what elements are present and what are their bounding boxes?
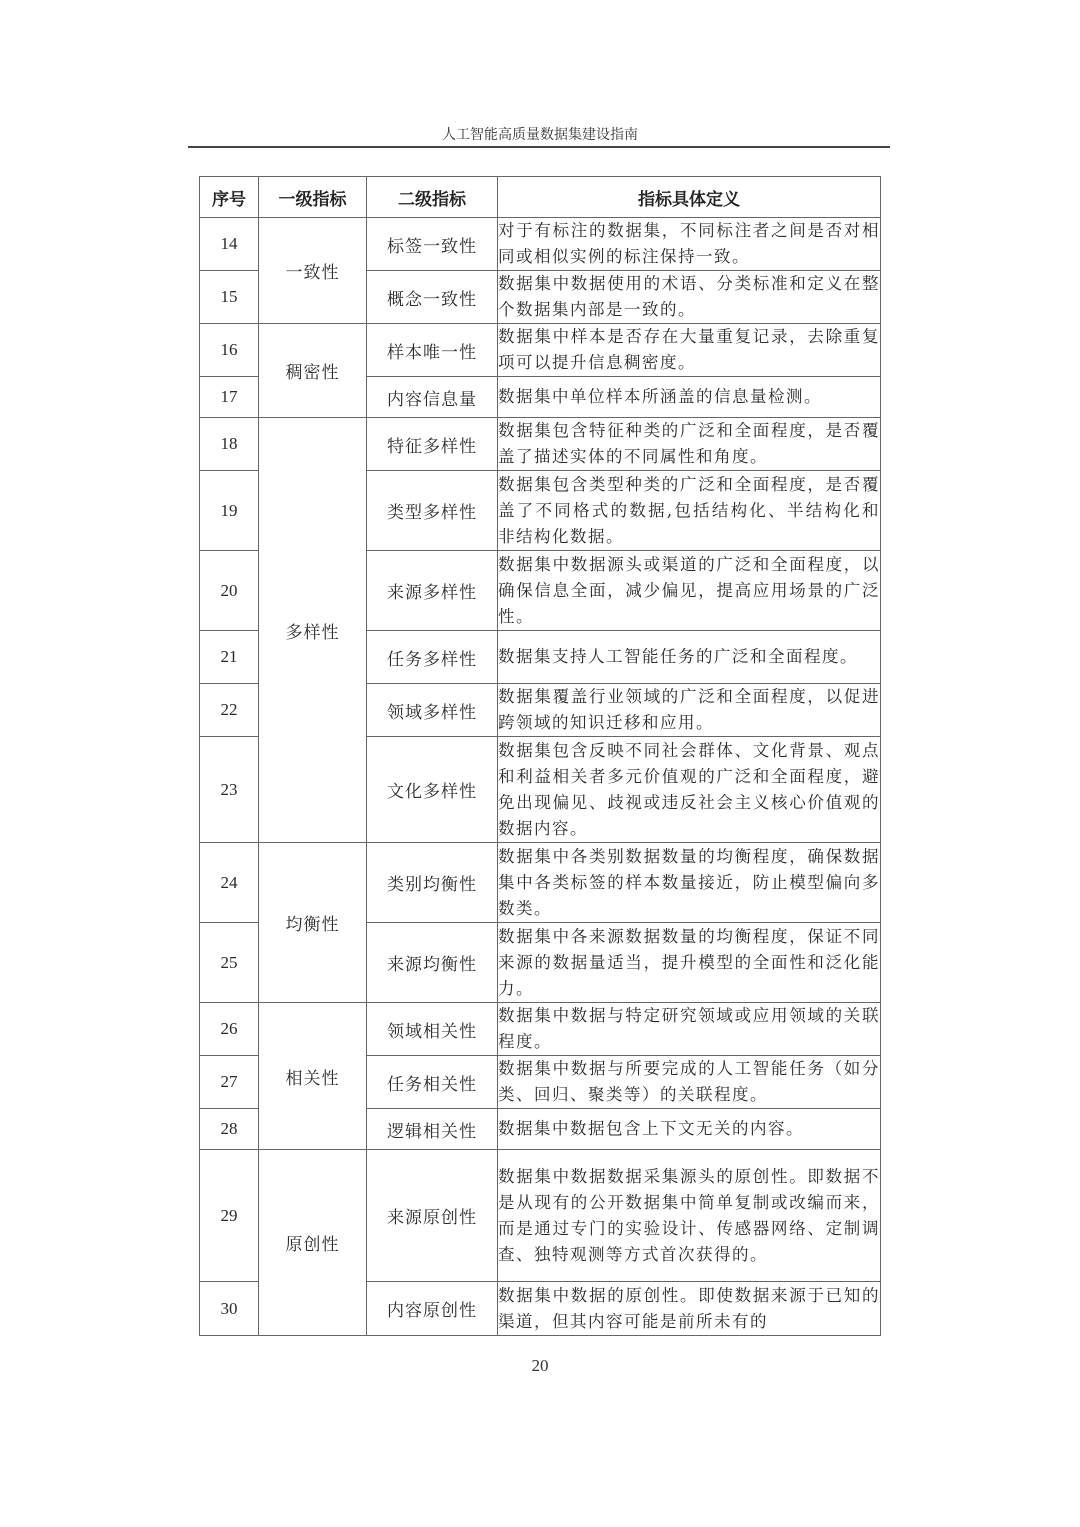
indicator-definition: 数据集中样本是否存在大量重复记录，去除重复项可以提升信息稠密度。 (498, 324, 881, 377)
secondary-indicator: 类别均衡性 (367, 843, 498, 923)
row-number: 25 (200, 923, 259, 1003)
secondary-indicator: 文化多样性 (367, 737, 498, 843)
secondary-indicator: 领域相关性 (367, 1003, 498, 1056)
row-number: 17 (200, 377, 259, 418)
table-row (200, 324, 881, 377)
indicator-definition: 数据集包含特征种类的广泛和全面程度，是否覆盖了描述实体的不同属性和角度。 (498, 418, 881, 471)
primary-indicator: 稠密性 (259, 324, 367, 418)
primary-indicator: 多样性 (259, 418, 367, 843)
secondary-indicator: 任务多样性 (367, 631, 498, 684)
row-number: 16 (200, 324, 259, 377)
row-number: 24 (200, 843, 259, 923)
row-number: 26 (200, 1003, 259, 1056)
row-number: 23 (200, 737, 259, 843)
indicator-table (199, 176, 881, 1336)
indicator-definition: 数据集中数据数据采集源头的原创性。即数据不是从现有的公开数据集中简单复制或改编而来，而是通过专门的实验设计、传感器网络、定制调查、独特观测等方式首次获得的。 (498, 1150, 881, 1282)
running-header: 人工智能高质量数据集建设指南 (442, 127, 638, 143)
secondary-indicator: 逻辑相关性 (367, 1109, 498, 1150)
indicator-definition: 数据集中数据使用的术语、分类标准和定义在整个数据集内部是一致的。 (498, 271, 881, 324)
row-number: 29 (200, 1150, 259, 1282)
table-row (200, 1150, 881, 1282)
column-header: 序号 (200, 177, 259, 218)
secondary-indicator: 内容信息量 (367, 377, 498, 418)
secondary-indicator: 任务相关性 (367, 1056, 498, 1109)
table-row (200, 843, 881, 923)
indicator-definition: 数据集中各来源数据数量的均衡程度，保证不同来源的数据量适当，提升模型的全面性和泛化能力。 (498, 923, 881, 1003)
column-header: 一级指标 (259, 177, 367, 218)
row-number: 18 (200, 418, 259, 471)
indicator-definition: 数据集中数据的原创性。即使数据来源于已知的渠道，但其内容可能是前所未有的 (498, 1282, 881, 1336)
page-number: 20 (531, 1356, 549, 1375)
primary-indicator: 原创性 (259, 1150, 367, 1336)
indicator-definition: 数据集支持人工智能任务的广泛和全面程度。 (498, 631, 881, 684)
secondary-indicator: 概念一致性 (367, 271, 498, 324)
table-header-row (200, 177, 881, 218)
row-number: 14 (200, 218, 259, 271)
indicator-definition: 数据集包含类型种类的广泛和全面程度，是否覆盖了不同格式的数据,包括结构化、半结构化和非结构化数据。 (498, 471, 881, 551)
table-row (200, 218, 881, 271)
row-number: 19 (200, 471, 259, 551)
secondary-indicator: 类型多样性 (367, 471, 498, 551)
secondary-indicator: 标签一致性 (367, 218, 498, 271)
secondary-indicator: 来源多样性 (367, 551, 498, 631)
row-number: 20 (200, 551, 259, 631)
indicator-definition: 数据集中数据与特定研究领域或应用领域的关联程度。 (498, 1003, 881, 1056)
row-number: 30 (200, 1282, 259, 1336)
indicator-definition: 数据集中数据与所要完成的人工智能任务（如分类、回归、聚类等）的关联程度。 (498, 1056, 881, 1109)
indicator-definition: 数据集中数据源头或渠道的广泛和全面程度，以确保信息全面，减少偏见，提高应用场景的广泛性。 (498, 551, 881, 631)
primary-indicator: 均衡性 (259, 843, 367, 1003)
secondary-indicator: 来源均衡性 (367, 923, 498, 1003)
row-number: 21 (200, 631, 259, 684)
primary-indicator: 相关性 (259, 1003, 367, 1150)
secondary-indicator: 来源原创性 (367, 1150, 498, 1282)
row-number: 27 (200, 1056, 259, 1109)
header-rule (188, 146, 890, 148)
indicator-definition: 数据集中单位样本所涵盖的信息量检测。 (498, 377, 881, 418)
indicator-definition: 数据集包含反映不同社会群体、文化背景、观点和利益相关者多元价值观的广泛和全面程度，避免出现偏见、歧视或违反社会主义核心价值观的数据内容。 (498, 737, 881, 843)
row-number: 22 (200, 684, 259, 737)
indicator-definition: 对于有标注的数据集，不同标注者之间是否对相同或相似实例的标注保持一致。 (498, 218, 881, 271)
secondary-indicator: 特征多样性 (367, 418, 498, 471)
secondary-indicator: 领域多样性 (367, 684, 498, 737)
column-header: 指标具体定义 (498, 177, 881, 218)
table-row (200, 1003, 881, 1056)
primary-indicator: 一致性 (259, 218, 367, 324)
indicator-definition: 数据集中数据包含上下文无关的内容。 (498, 1109, 881, 1150)
secondary-indicator: 样本唯一性 (367, 324, 498, 377)
indicator-definition: 数据集中各类别数据数量的均衡程度，确保数据集中各类标签的样本数量接近，防止模型偏向多数类。 (498, 843, 881, 923)
table-row (200, 418, 881, 471)
row-number: 28 (200, 1109, 259, 1150)
secondary-indicator: 内容原创性 (367, 1282, 498, 1336)
row-number: 15 (200, 271, 259, 324)
column-header: 二级指标 (367, 177, 498, 218)
indicator-definition: 数据集覆盖行业领域的广泛和全面程度，以促进跨领域的知识迁移和应用。 (498, 684, 881, 737)
